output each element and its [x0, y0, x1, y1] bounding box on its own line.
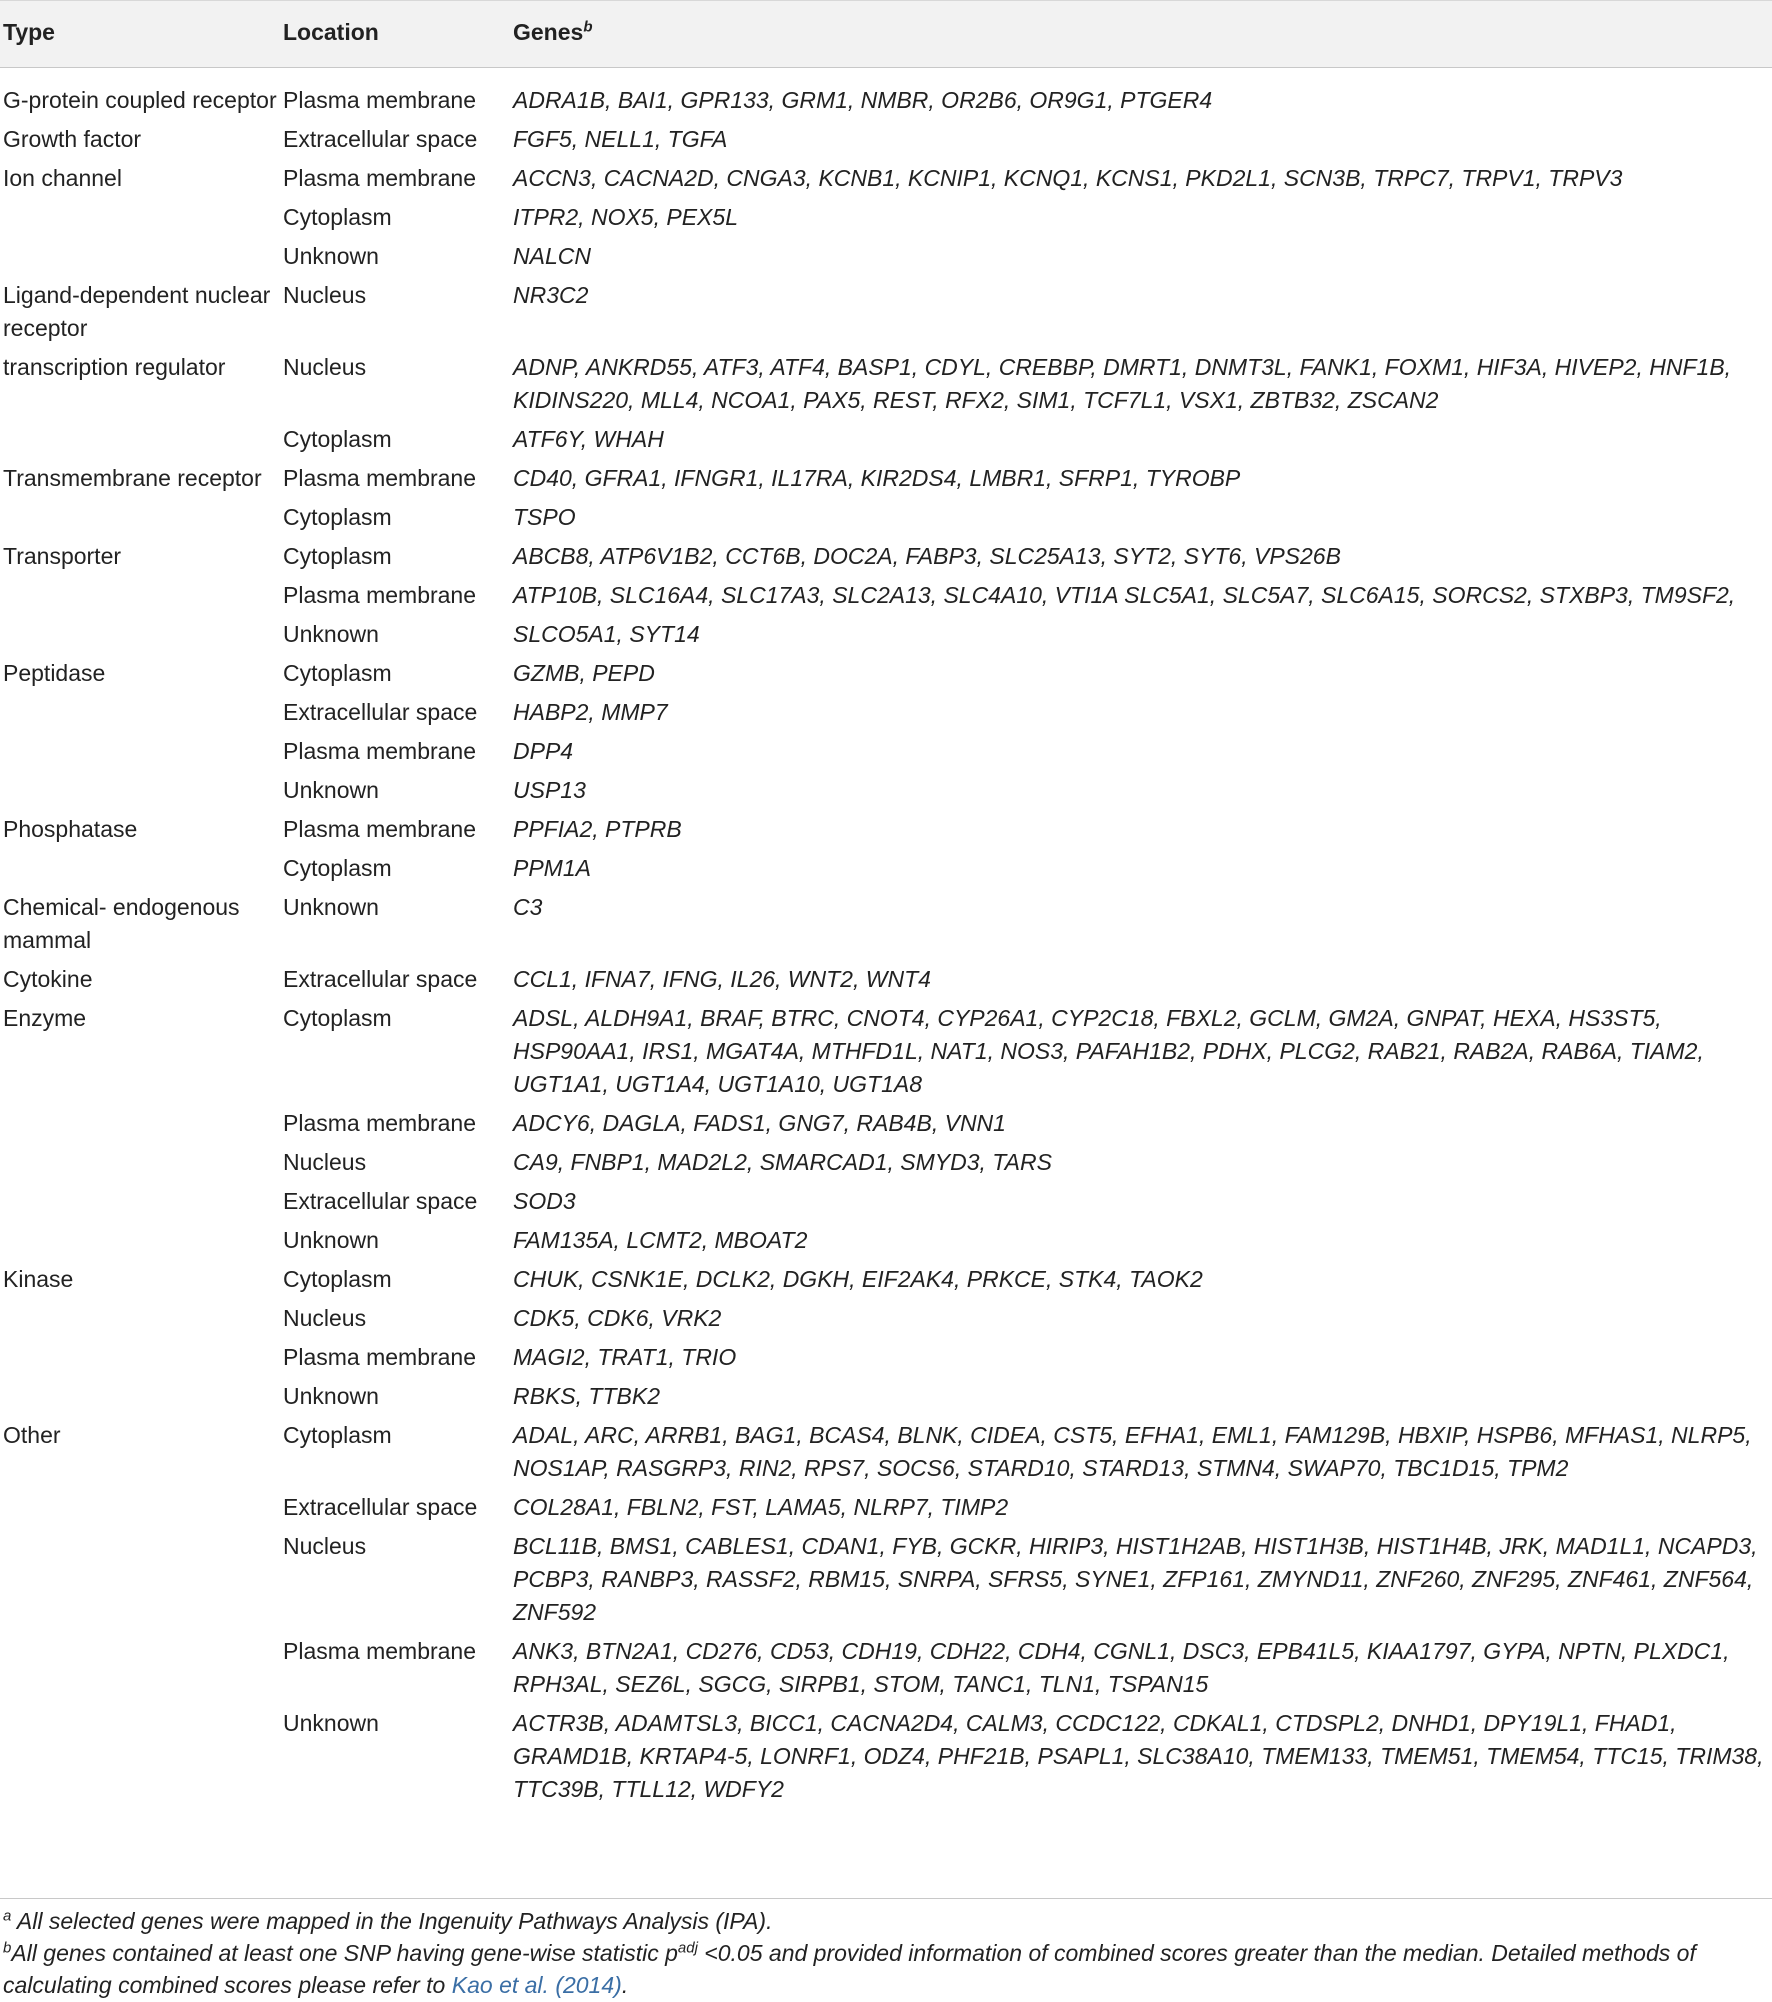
table-row [0, 1299, 1772, 1338]
table-row [0, 159, 1772, 198]
cell-genes: DPP4 [513, 738, 574, 764]
cell-location: Extracellular space [283, 1188, 478, 1214]
table-row [0, 771, 1772, 810]
table-row [0, 348, 1772, 420]
cell-genes: RBKS, TTBK2 [513, 1383, 660, 1409]
table-row [0, 120, 1772, 159]
cell-location: Extracellular space [283, 966, 478, 992]
table-row [0, 276, 1772, 348]
table-row [0, 960, 1772, 999]
cell-type [0, 1338, 283, 1377]
cell-type [0, 1488, 283, 1527]
cell-type: Growth factor [3, 126, 142, 152]
cell-genes: ADSL, ALDH9A1, BRAF, BTRC, CNOT4, CYP26A1, CYP2C18, FBXL2, GCLM, GM2A, GNPAT, HEXA, HS3ST5, HSP90AA1, IRS1, MGAT4A, MTHFD1L, NAT1, NOS3, PAFAH1B2, PDHX, PLCG2, RAB21, RAB2A, RAB6A, TIAM2, UGT1A1, UGT1A4, UGT1A10, UGT1A8 [513, 1005, 1704, 1097]
cell-type [0, 1377, 283, 1416]
table-row [0, 1143, 1772, 1182]
table-row [0, 68, 1772, 121]
table-row [0, 1632, 1772, 1704]
cell-location: Nucleus [283, 1533, 367, 1559]
cell-genes: FGF5, NELL1, TGFA [513, 126, 728, 152]
cell-location: Unknown [283, 777, 379, 803]
table-row [0, 1704, 1772, 1820]
header-location: Location [283, 1, 513, 68]
table-row [0, 615, 1772, 654]
cell-genes: CA9, FNBP1, MAD2L2, SMARCAD1, SMYD3, TARS [513, 1149, 1052, 1175]
cell-location: Unknown [283, 1710, 379, 1736]
cell-genes: ADNP, ANKRD55, ATF3, ATF4, BASP1, CDYL, CREBBP, DMRT1, DNMT3L, FANK1, FOXM1, HIF3A, HIVEP2, HNF1B, KIDINS220, MLL4, NCOA1, PAX5, REST, RFX2, SIM1, TCF7L1, VSX1, ZBTB32, ZSCAN2 [513, 354, 1732, 413]
cell-location: Cytoplasm [283, 1005, 392, 1031]
cell-location: Extracellular space [283, 699, 478, 725]
cell-genes: CDK5, CDK6, VRK2 [513, 1305, 722, 1331]
table-header-row [0, 1, 1772, 68]
cell-genes: PPM1A [513, 855, 591, 881]
cell-genes: ACCN3, CACNA2D, CNGA3, KCNB1, KCNIP1, KCNQ1, KCNS1, PKD2L1, SCN3B, TRPC7, TRPV1, TRPV3 [513, 165, 1623, 191]
cell-type: Kinase [3, 1266, 74, 1292]
cell-location: Plasma membrane [283, 465, 477, 491]
cell-genes: GZMB, PEPD [513, 660, 655, 686]
cell-genes: NR3C2 [513, 282, 589, 308]
cell-location: Plasma membrane [283, 1110, 477, 1136]
table-row [0, 576, 1772, 615]
cell-genes: FAM135A, LCMT2, MBOAT2 [513, 1227, 808, 1253]
cell-genes: USP13 [513, 777, 586, 803]
table-row [0, 849, 1772, 888]
cell-location: Plasma membrane [283, 1638, 477, 1664]
cell-genes: TSPO [513, 504, 576, 530]
table-row [0, 1221, 1772, 1260]
table-row [0, 1377, 1772, 1416]
cell-type: Transmembrane receptor [3, 465, 262, 491]
cell-genes: ADRA1B, BAI1, GPR133, GRM1, NMBR, OR2B6, OR9G1, PTGER4 [513, 87, 1213, 113]
cell-location: Cytoplasm [283, 660, 392, 686]
table-row [0, 810, 1772, 849]
footnote-b-text-1: All genes contained at least one SNP having gene-wise statistic p [11, 1940, 678, 1966]
table-row [0, 732, 1772, 771]
header-genes-label: Genes [513, 19, 584, 45]
cell-location: Plasma membrane [283, 738, 477, 764]
cell-location: Nucleus [283, 1149, 367, 1175]
cell-genes: ITPR2, NOX5, PEX5L [513, 204, 738, 230]
table-row [0, 1104, 1772, 1143]
table-row [0, 1527, 1772, 1632]
cell-type: transcription regulator [3, 354, 226, 380]
cell-type [0, 198, 283, 237]
cell-location: Extracellular space [283, 126, 478, 152]
cell-type [0, 420, 283, 459]
cell-location: Cytoplasm [283, 1266, 392, 1292]
footnote-a-text: All selected genes were mapped in the Ingenuity Pathways Analysis (IPA). [16, 1908, 773, 1934]
footnote-b-mark: b [3, 1939, 12, 1957]
footnote-b-end: . [621, 1972, 629, 1998]
footnote-b-sup: adj [677, 1939, 698, 1957]
footnote-b-reference-link[interactable]: Kao et al. (2014) [451, 1972, 622, 1998]
table-row [0, 237, 1772, 276]
cell-genes: SOD3 [513, 1188, 576, 1214]
cell-type [0, 732, 283, 771]
cell-type [0, 1632, 283, 1704]
cell-location: Nucleus [283, 1305, 367, 1331]
cell-genes: CD40, GFRA1, IFNGR1, IL17RA, KIR2DS4, LMBR1, SFRP1, TYROBP [513, 465, 1241, 491]
cell-location: Extracellular space [283, 1494, 478, 1520]
cell-genes: CCL1, IFNA7, IFNG, IL26, WNT2, WNT4 [513, 966, 931, 992]
cell-type [0, 771, 283, 810]
cell-genes: BCL11B, BMS1, CABLES1, CDAN1, FYB, GCKR, HIRIP3, HIST1H2AB, HIST1H3B, HIST1H4B, JRK, MAD1L1, NCAPD3, PCBP3, RANBP3, RASSF2, RBM15, SNRPA, SFRS5, SYNE1, ZFP161, ZMYND11, ZNF260, ZNF295, ZNF461, ZNF564, ZNF592 [513, 1533, 1758, 1625]
cell-type [0, 1221, 283, 1260]
cell-type: Ligand-dependent nuclear receptor [3, 282, 271, 341]
cell-location: Cytoplasm [283, 855, 392, 881]
cell-location: Cytoplasm [283, 543, 392, 569]
cell-type [0, 1104, 283, 1143]
cell-type [0, 1704, 283, 1820]
table-row [0, 693, 1772, 732]
cell-genes: PPFIA2, PTPRB [513, 816, 682, 842]
cell-genes: HABP2, MMP7 [513, 699, 668, 725]
table-row [0, 498, 1772, 537]
table-row [0, 888, 1772, 960]
table-row [0, 198, 1772, 237]
cell-location: Unknown [283, 894, 379, 920]
cell-location: Cytoplasm [283, 504, 392, 530]
cell-location: Plasma membrane [283, 1344, 477, 1370]
cell-location: Nucleus [283, 354, 367, 380]
cell-location: Nucleus [283, 282, 367, 308]
cell-genes: C3 [513, 894, 543, 920]
cell-location: Plasma membrane [283, 816, 477, 842]
table-row [0, 537, 1772, 576]
cell-location: Cytoplasm [283, 1422, 392, 1448]
header-genes-sup: b [583, 18, 593, 36]
cell-genes: MAGI2, TRAT1, TRIO [513, 1344, 737, 1370]
footnote-a [0, 1905, 1772, 1937]
cell-genes: CHUK, CSNK1E, DCLK2, DGKH, EIF2AK4, PRKCE, STK4, TAOK2 [513, 1266, 1203, 1292]
cell-type [0, 1182, 283, 1221]
cell-location: Plasma membrane [283, 87, 477, 113]
footnote-b-text-2: <0.05 and provided information of combined scores greater than the median. Detailed methods of calculating combined scores please refer to [3, 1940, 1696, 1998]
table-row [0, 1182, 1772, 1221]
cell-location: Cytoplasm [283, 204, 392, 230]
table-body [0, 68, 1772, 1821]
cell-location: Plasma membrane [283, 582, 477, 608]
cell-type [0, 1299, 283, 1338]
cell-type: Cytokine [3, 966, 93, 992]
header-type: Type [0, 1, 283, 68]
cell-type [0, 576, 283, 615]
cell-genes: ATP10B, SLC16A4, SLC17A3, SLC2A13, SLC4A10, VTI1A SLC5A1, SLC5A7, SLC6A15, SORCS2, STXBP3, TM9SF2, [513, 582, 1736, 608]
cell-location: Cytoplasm [283, 426, 392, 452]
cell-genes: ADCY6, DAGLA, FADS1, GNG7, RAB4B, VNN1 [513, 1110, 1006, 1136]
header-genes [513, 1, 1772, 68]
cell-type: Peptidase [3, 660, 106, 686]
cell-genes: ACTR3B, ADAMTSL3, BICC1, CACNA2D4, CALM3, CCDC122, CDKAL1, CTDSPL2, DNHD1, DPY19L1, FHAD1, GRAMD1B, KRTAP4-5, LONRF1, ODZ4, PHF21B, PSAPL1, SLC38A10, TMEM133, TMEM51, TMEM54, TTC15, TRIM38, TTC39B, TTLL12, WDFY2 [513, 1710, 1764, 1802]
table-row [0, 1488, 1772, 1527]
cell-location: Unknown [283, 1383, 379, 1409]
cell-genes: COL28A1, FBLN2, FST, LAMA5, NLRP7, TIMP2 [513, 1494, 1009, 1520]
cell-type: G-protein coupled receptor [3, 87, 277, 113]
cell-location: Unknown [283, 243, 379, 269]
cell-type [0, 693, 283, 732]
table-row [0, 999, 1772, 1104]
footnote-b [0, 1937, 1772, 2001]
cell-type [0, 1143, 283, 1182]
cell-type: Transporter [3, 543, 122, 569]
cell-genes: ATF6Y, WHAH [513, 426, 664, 452]
cell-genes: ADAL, ARC, ARRB1, BAG1, BCAS4, BLNK, CIDEA, CST5, EFHA1, EML1, FAM129B, HBXIP, HSPB6, MFHAS1, NLRP5, NOS1AP, RASGRP3, RIN2, RPS7, SOCS6, STARD10, STARD13, STMN4, SWAP70, TBC1D15, TPM2 [513, 1422, 1752, 1481]
table-row [0, 1260, 1772, 1299]
cell-genes: NALCN [513, 243, 591, 269]
table-row [0, 459, 1772, 498]
cell-type: Ion channel [3, 165, 122, 191]
cell-type [0, 849, 283, 888]
cell-genes: ABCB8, ATP6V1B2, CCT6B, DOC2A, FABP3, SLC25A13, SYT2, SYT6, VPS26B [513, 543, 1341, 569]
table-row [0, 654, 1772, 693]
cell-type: Enzyme [3, 1005, 87, 1031]
cell-type [0, 498, 283, 537]
table-row [0, 1338, 1772, 1377]
cell-type [0, 237, 283, 276]
cell-type: Other [3, 1422, 61, 1448]
cell-location: Unknown [283, 1227, 379, 1253]
table-row [0, 420, 1772, 459]
table-footnotes [0, 1898, 1772, 2001]
cell-location: Plasma membrane [283, 165, 477, 191]
cell-genes: ANK3, BTN2A1, CD276, CD53, CDH19, CDH22, CDH4, CGNL1, DSC3, EPB41L5, KIAA1797, GYPA, NPTN, PLXDC1, RPH3AL, SEZ6L, SGCG, SIRPB1, STOM, TANC1, TLN1, TSPAN15 [513, 1638, 1730, 1697]
cell-location: Unknown [283, 621, 379, 647]
cell-type [0, 1527, 283, 1632]
footnote-a-mark: a [3, 1907, 12, 1925]
cell-genes: SLCO5A1, SYT14 [513, 621, 700, 647]
cell-type: Chemical- endogenous mammal [3, 894, 240, 953]
table-row [0, 1416, 1772, 1488]
cell-type [0, 615, 283, 654]
cell-type: Phosphatase [3, 816, 138, 842]
